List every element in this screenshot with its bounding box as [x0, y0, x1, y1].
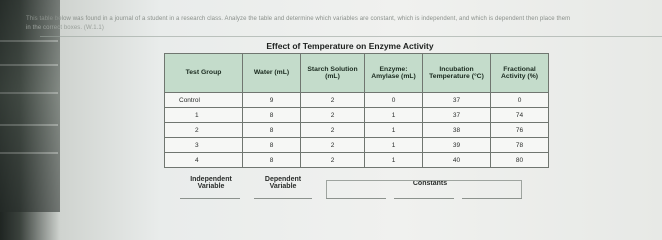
- table-cell: 76: [491, 123, 549, 138]
- table-cell: 8: [243, 123, 301, 138]
- table-cell: 2: [165, 123, 243, 138]
- independent-variable-answer-line[interactable]: [180, 198, 240, 199]
- table-cell: 2: [301, 138, 365, 153]
- dependent-variable-label: Dependent Variable: [264, 176, 302, 190]
- constants-answer-box[interactable]: [326, 180, 522, 198]
- table-cell: 1: [365, 123, 423, 138]
- table-cell: 0: [491, 93, 549, 108]
- table-row: [165, 108, 549, 123]
- table-cell: 74: [491, 108, 549, 123]
- column-header: Test Group: [165, 54, 243, 93]
- data-table: [164, 53, 549, 168]
- table-cell: 1: [365, 153, 423, 168]
- constants-answer-line-3[interactable]: [462, 198, 522, 199]
- table-cell: 9: [243, 93, 301, 108]
- table-cell: 37: [423, 93, 491, 108]
- table-cell: 2: [301, 123, 365, 138]
- table-cell: 8: [243, 138, 301, 153]
- column-header: Incubation Temperature (°C): [423, 54, 491, 93]
- constants-label: Constants: [412, 180, 448, 187]
- table-cell: 0: [365, 93, 423, 108]
- table-row: [165, 123, 549, 138]
- instructions-line-1: This table below was found in a journal of a student in a research class. Analyze the table and determine which variables are constant, which is independent, and which is dependent then place them: [26, 16, 571, 22]
- table-row: [165, 153, 549, 168]
- constants-answer-line-1[interactable]: [326, 198, 386, 199]
- table-cell: 80: [491, 153, 549, 168]
- table-cell: 3: [165, 138, 243, 153]
- dependent-variable-answer-line[interactable]: [254, 198, 312, 199]
- table-cell: 38: [423, 123, 491, 138]
- table-cell: 8: [243, 153, 301, 168]
- instructions: [26, 15, 658, 33]
- table-cell: 37: [423, 108, 491, 123]
- instructions-line-2: in the correct boxes. (W.1.1): [26, 25, 104, 31]
- table-cell: 78: [491, 138, 549, 153]
- divider: [40, 36, 662, 37]
- column-header: Enzyme: Amylase (mL): [365, 54, 423, 93]
- table-cell: Control: [165, 93, 243, 108]
- column-header: Fractional Activity (%): [491, 54, 549, 93]
- table-cell: 2: [301, 93, 365, 108]
- table-cell: 4: [165, 153, 243, 168]
- table-cell: 2: [301, 108, 365, 123]
- table-cell: 8: [243, 108, 301, 123]
- table-cell: 40: [423, 153, 491, 168]
- column-header: Water (mL): [243, 54, 301, 93]
- table-cell: 1: [165, 108, 243, 123]
- table-row: [165, 93, 549, 108]
- table-title: Effect of Temperature on Enzyme Activity: [266, 41, 434, 51]
- independent-variable-label: Independent Variable: [190, 176, 232, 190]
- table-header-row: [165, 54, 549, 93]
- column-header: Starch Solution (mL): [301, 54, 365, 93]
- table-cell: 39: [423, 138, 491, 153]
- constants-answer-line-2[interactable]: [394, 198, 454, 199]
- table-cell: 1: [365, 138, 423, 153]
- table-row: [165, 138, 549, 153]
- table-cell: 1: [365, 108, 423, 123]
- table-cell: 2: [301, 153, 365, 168]
